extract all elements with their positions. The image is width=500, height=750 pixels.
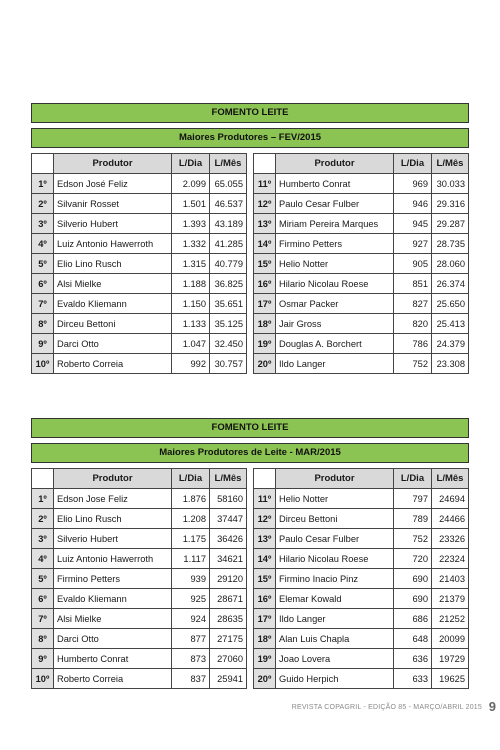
liters-per-month-cell: 19625 (432, 669, 469, 689)
liters-per-month-cell: 24694 (432, 489, 469, 509)
rank-cell: 16º (254, 274, 276, 294)
table-row (32, 174, 247, 194)
table-row (32, 629, 247, 649)
rank-cell: 1º (32, 174, 54, 194)
rank-cell: 4º (32, 549, 54, 569)
rank-cell: 10º (32, 669, 54, 689)
liters-per-day-cell: 877 (172, 629, 210, 649)
liters-per-day-cell: 1.175 (172, 529, 210, 549)
producer-name-cell: Paulo Cesar Fulber (276, 529, 394, 549)
table-row (32, 569, 247, 589)
producer-name-cell: Silverio Hubert (54, 214, 172, 234)
liters-per-month-cell: 21403 (432, 569, 469, 589)
liters-per-month-cell: 28.060 (432, 254, 469, 274)
liters-per-day-cell: 786 (394, 334, 432, 354)
producer-name-cell: Silverio Hubert (54, 529, 172, 549)
producer-name-cell: Firmino Inacio Pinz (276, 569, 394, 589)
liters-per-month-cell: 19729 (432, 649, 469, 669)
section-header: FOMENTO LEITE (31, 418, 469, 438)
table-row (32, 589, 247, 609)
table-row (32, 254, 247, 274)
rank-cell: 6º (32, 274, 54, 294)
table-row (32, 334, 247, 354)
table-row (32, 669, 247, 689)
liters-per-month-cell: 37447 (210, 509, 247, 529)
producer-name-cell: Darci Otto (54, 334, 172, 354)
liters-per-month-cell: 28635 (210, 609, 247, 629)
table-row (254, 294, 469, 314)
column-header-l-dia: L/Dia (394, 154, 432, 174)
liters-per-day-cell: 1.393 (172, 214, 210, 234)
liters-per-month-cell: 46.537 (210, 194, 247, 214)
rank-cell: 9º (32, 334, 54, 354)
liters-per-day-cell: 873 (172, 649, 210, 669)
liters-per-month-cell: 30.033 (432, 174, 469, 194)
producer-name-cell: Hilario Nicolau Roese (276, 274, 394, 294)
liters-per-month-cell: 43.189 (210, 214, 247, 234)
liters-per-day-cell: 927 (394, 234, 432, 254)
liters-per-day-cell: 925 (172, 589, 210, 609)
table-row (254, 254, 469, 274)
producer-name-cell: Ildo Langer (276, 354, 394, 374)
liters-per-month-cell: 25.650 (432, 294, 469, 314)
producer-name-cell: Silvanir Rosset (54, 194, 172, 214)
rank-cell: 1º (32, 489, 54, 509)
table-row (254, 334, 469, 354)
ranking-table-left (31, 468, 247, 689)
table-row (254, 549, 469, 569)
liters-per-day-cell: 633 (394, 669, 432, 689)
producer-name-cell: Joao Lovera (276, 649, 394, 669)
ranking-table-left (31, 153, 247, 374)
section-mar-2015 (31, 418, 469, 689)
liters-per-day-cell: 945 (394, 214, 432, 234)
producer-name-cell: Evaldo Kliemann (54, 294, 172, 314)
rank-cell: 2º (32, 509, 54, 529)
liters-per-month-cell: 20099 (432, 629, 469, 649)
column-header-produtor: Produtor (276, 469, 394, 489)
producer-name-cell: Dirceu Bettoni (54, 314, 172, 334)
producer-name-cell: Miriam Pereira Marques (276, 214, 394, 234)
rank-header (32, 154, 54, 174)
liters-per-day-cell: 939 (172, 569, 210, 589)
producer-name-cell: Edson José Feliz (54, 174, 172, 194)
liters-per-month-cell: 36426 (210, 529, 247, 549)
producer-name-cell: Elio Lino Rusch (54, 509, 172, 529)
liters-per-day-cell: 2.099 (172, 174, 210, 194)
liters-per-day-cell: 820 (394, 314, 432, 334)
rank-header (254, 154, 276, 174)
liters-per-day-cell: 648 (394, 629, 432, 649)
producer-name-cell: Evaldo Kliemann (54, 589, 172, 609)
liters-per-day-cell: 946 (394, 194, 432, 214)
rank-cell: 8º (32, 314, 54, 334)
rank-cell: 11º (254, 174, 276, 194)
rank-header (32, 469, 54, 489)
section-fev-2015 (31, 103, 469, 374)
column-header-produtor: Produtor (54, 154, 172, 174)
table-row (32, 529, 247, 549)
producer-name-cell: Humberto Conrat (54, 649, 172, 669)
table-row (32, 354, 247, 374)
liters-per-day-cell: 752 (394, 529, 432, 549)
liters-per-day-cell: 636 (394, 649, 432, 669)
table-row (254, 489, 469, 509)
liters-per-day-cell: 1.332 (172, 234, 210, 254)
table-row (254, 569, 469, 589)
column-header-l-mes: L/Mês (210, 154, 247, 174)
table-row (254, 234, 469, 254)
rank-cell: 10º (32, 354, 54, 374)
liters-per-day-cell: 905 (394, 254, 432, 274)
producer-name-cell: Jair Gross (276, 314, 394, 334)
producer-name-cell: Firmino Petters (54, 569, 172, 589)
liters-per-day-cell: 1.315 (172, 254, 210, 274)
rank-cell: 7º (32, 609, 54, 629)
liters-per-day-cell: 752 (394, 354, 432, 374)
rank-cell: 19º (254, 649, 276, 669)
rank-cell: 2º (32, 194, 54, 214)
liters-per-day-cell: 1.208 (172, 509, 210, 529)
section-header: FOMENTO LEITE (31, 103, 469, 123)
ranking-table-right (253, 468, 469, 689)
liters-per-month-cell: 21252 (432, 609, 469, 629)
rank-cell: 18º (254, 314, 276, 334)
liters-per-day-cell: 837 (172, 669, 210, 689)
liters-per-month-cell: 23.308 (432, 354, 469, 374)
rank-cell: 20º (254, 354, 276, 374)
table-row (254, 529, 469, 549)
liters-per-day-cell: 690 (394, 589, 432, 609)
liters-per-month-cell: 25941 (210, 669, 247, 689)
table-row (32, 609, 247, 629)
liters-per-month-cell: 29120 (210, 569, 247, 589)
table-header-row (254, 154, 469, 174)
table-row (32, 274, 247, 294)
producer-name-cell: Luiz Antonio Hawerroth (54, 234, 172, 254)
table-row (32, 314, 247, 334)
rank-cell: 19º (254, 334, 276, 354)
rank-cell: 6º (32, 589, 54, 609)
rank-header (254, 469, 276, 489)
column-header-produtor: Produtor (54, 469, 172, 489)
rank-cell: 8º (32, 629, 54, 649)
liters-per-day-cell: 1.133 (172, 314, 210, 334)
table-row (254, 354, 469, 374)
producer-name-cell: Guido Herpich (276, 669, 394, 689)
column-header-l-dia: L/Dia (172, 469, 210, 489)
table-header-row (254, 469, 469, 489)
table-row (254, 589, 469, 609)
liters-per-day-cell: 827 (394, 294, 432, 314)
rank-cell: 17º (254, 294, 276, 314)
column-header-l-dia: L/Dia (394, 469, 432, 489)
rank-cell: 5º (32, 569, 54, 589)
producer-name-cell: Helio Notter (276, 254, 394, 274)
footer-text: REVISTA COPAGRIL - EDIÇÃO 85 - MARÇO/ABRIL 2015 (291, 704, 482, 711)
rank-cell: 18º (254, 629, 276, 649)
table-row (32, 489, 247, 509)
liters-per-day-cell: 1.047 (172, 334, 210, 354)
liters-per-day-cell: 992 (172, 354, 210, 374)
table-header-row (32, 469, 247, 489)
producer-name-cell: Elemar Kowald (276, 589, 394, 609)
liters-per-month-cell: 30.757 (210, 354, 247, 374)
table-row (254, 214, 469, 234)
liters-per-month-cell: 36.825 (210, 274, 247, 294)
producer-name-cell: Edson Jose Feliz (54, 489, 172, 509)
liters-per-month-cell: 34621 (210, 549, 247, 569)
section-subheader: Maiores Produtores de Leite - MAR/2015 (31, 443, 469, 463)
liters-per-month-cell: 21379 (432, 589, 469, 609)
rank-cell: 12º (254, 509, 276, 529)
rank-cell: 13º (254, 214, 276, 234)
rank-cell: 15º (254, 254, 276, 274)
liters-per-day-cell: 851 (394, 274, 432, 294)
table-row (32, 549, 247, 569)
liters-per-day-cell: 690 (394, 569, 432, 589)
producer-name-cell: Douglas A. Borchert (276, 334, 394, 354)
table-row (254, 314, 469, 334)
producer-name-cell: Roberto Correia (54, 669, 172, 689)
table-row (32, 194, 247, 214)
column-header-l-mes: L/Mês (432, 469, 469, 489)
producer-name-cell: Firmino Petters (276, 234, 394, 254)
rank-cell: 17º (254, 609, 276, 629)
column-header-produtor: Produtor (276, 154, 394, 174)
producer-name-cell: Hilario Nicolau Roese (276, 549, 394, 569)
rank-cell: 9º (32, 649, 54, 669)
producer-name-cell: Darci Otto (54, 629, 172, 649)
table-row (254, 194, 469, 214)
rank-cell: 15º (254, 569, 276, 589)
table-row (254, 509, 469, 529)
table-row (32, 509, 247, 529)
liters-per-month-cell: 29.316 (432, 194, 469, 214)
column-header-l-mes: L/Mês (210, 469, 247, 489)
rank-cell: 5º (32, 254, 54, 274)
liters-per-month-cell: 23326 (432, 529, 469, 549)
liters-per-month-cell: 65.055 (210, 174, 247, 194)
table-row (254, 609, 469, 629)
liters-per-month-cell: 24.379 (432, 334, 469, 354)
liters-per-month-cell: 27060 (210, 649, 247, 669)
rank-cell: 11º (254, 489, 276, 509)
producer-name-cell: Helio Notter (276, 489, 394, 509)
liters-per-month-cell: 28.735 (432, 234, 469, 254)
rank-cell: 14º (254, 549, 276, 569)
table-row (254, 174, 469, 194)
liters-per-day-cell: 1.876 (172, 489, 210, 509)
liters-per-month-cell: 35.651 (210, 294, 247, 314)
producer-name-cell: Dirceu Bettoni (276, 509, 394, 529)
table-row (32, 294, 247, 314)
liters-per-month-cell: 22324 (432, 549, 469, 569)
table-row (254, 669, 469, 689)
liters-per-month-cell: 25.413 (432, 314, 469, 334)
liters-per-month-cell: 29.287 (432, 214, 469, 234)
liters-per-day-cell: 797 (394, 489, 432, 509)
table-row (32, 214, 247, 234)
producer-name-cell: Alsi Mielke (54, 274, 172, 294)
liters-per-day-cell: 969 (394, 174, 432, 194)
table-row (254, 649, 469, 669)
producer-name-cell: Alsi Mielke (54, 609, 172, 629)
rank-cell: 13º (254, 529, 276, 549)
liters-per-month-cell: 27175 (210, 629, 247, 649)
liters-per-day-cell: 720 (394, 549, 432, 569)
table-row (254, 629, 469, 649)
producer-name-cell: Paulo Cesar Fulber (276, 194, 394, 214)
liters-per-month-cell: 26.374 (432, 274, 469, 294)
column-header-l-mes: L/Mês (432, 154, 469, 174)
liters-per-day-cell: 789 (394, 509, 432, 529)
producer-name-cell: Roberto Correia (54, 354, 172, 374)
producer-name-cell: Humberto Conrat (276, 174, 394, 194)
column-header-l-dia: L/Dia (172, 154, 210, 174)
producer-name-cell: Elio Lino Rusch (54, 254, 172, 274)
liters-per-day-cell: 1.501 (172, 194, 210, 214)
rank-cell: 20º (254, 669, 276, 689)
liters-per-month-cell: 58160 (210, 489, 247, 509)
liters-per-month-cell: 41.285 (210, 234, 247, 254)
section-subheader: Maiores Produtores – FEV/2015 (31, 128, 469, 148)
liters-per-day-cell: 686 (394, 609, 432, 629)
liters-per-day-cell: 1.117 (172, 549, 210, 569)
ranking-table-right (253, 153, 469, 374)
liters-per-month-cell: 32.450 (210, 334, 247, 354)
rank-cell: 16º (254, 589, 276, 609)
liters-per-day-cell: 1.150 (172, 294, 210, 314)
rank-cell: 7º (32, 294, 54, 314)
rank-cell: 12º (254, 194, 276, 214)
table-header-row (32, 154, 247, 174)
liters-per-month-cell: 40.779 (210, 254, 247, 274)
liters-per-day-cell: 924 (172, 609, 210, 629)
rank-cell: 3º (32, 214, 54, 234)
liters-per-month-cell: 35.125 (210, 314, 247, 334)
page-number: 9 (488, 699, 496, 714)
producer-name-cell: Luiz Antonio Hawerroth (54, 549, 172, 569)
table-row (254, 274, 469, 294)
rank-cell: 4º (32, 234, 54, 254)
liters-per-day-cell: 1.188 (172, 274, 210, 294)
rank-cell: 3º (32, 529, 54, 549)
liters-per-month-cell: 28671 (210, 589, 247, 609)
rank-cell: 14º (254, 234, 276, 254)
producer-name-cell: Ildo Langer (276, 609, 394, 629)
liters-per-month-cell: 24466 (432, 509, 469, 529)
producer-name-cell: Alan Luis Chapla (276, 629, 394, 649)
table-row (32, 649, 247, 669)
table-row (32, 234, 247, 254)
producer-name-cell: Osmar Packer (276, 294, 394, 314)
